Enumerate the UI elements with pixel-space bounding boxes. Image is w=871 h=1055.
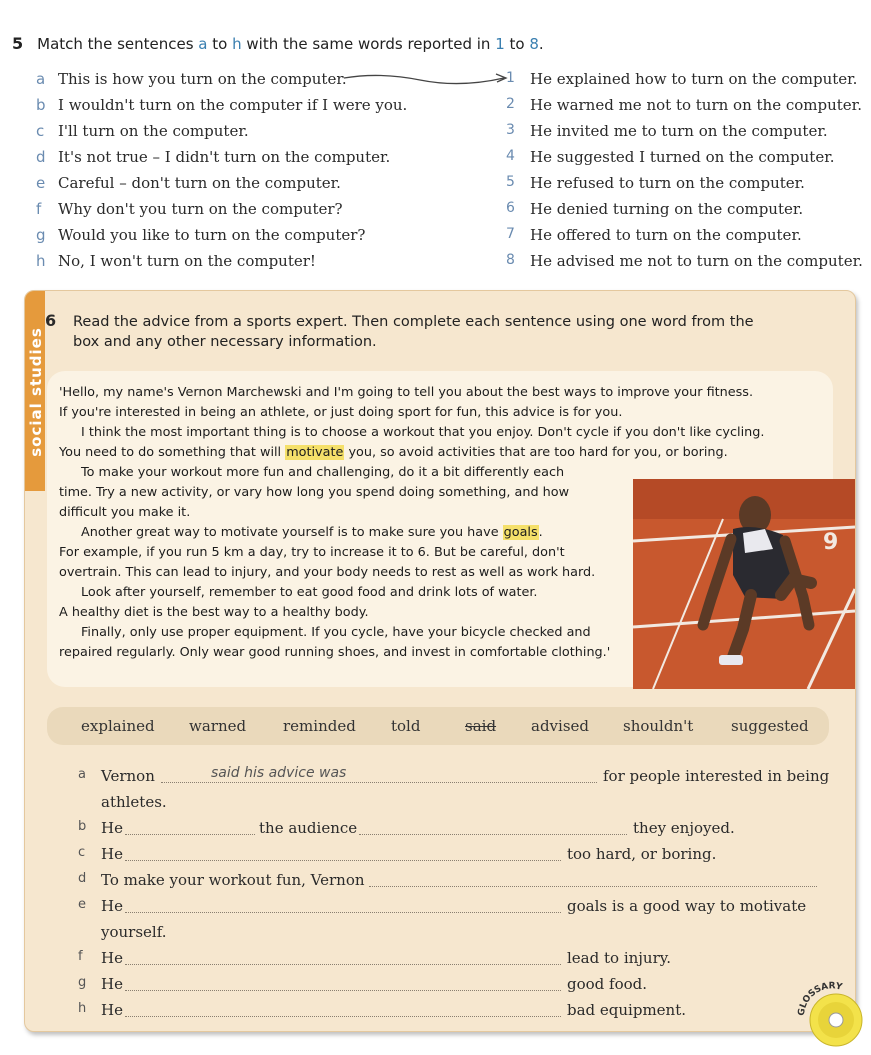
sentence-left: Would you like to turn on the computer? <box>58 226 366 244</box>
word-box <box>47 707 829 745</box>
advice-line: Another great way to motivate yourself is to make sure you have goals. <box>81 525 543 540</box>
exercise-6-instruction: Read the advice from a sports expert. Then complete each sentence using one word from the box and any other necessary information. <box>73 314 754 350</box>
answer-blank[interactable] <box>125 1016 561 1017</box>
match-row: f Why don't you turn on the computer? 6 He denied turning on the computer. <box>36 200 804 218</box>
advice-line: I think the most important thing is to choose a workout that you enjoy. Don't cycle if you don't like cycling. <box>81 425 765 440</box>
word-box-item-struck: said <box>465 717 497 735</box>
answer-blank[interactable] <box>359 834 627 835</box>
word-box-item: suggested <box>731 717 809 735</box>
match-row: e Careful – don't turn on the computer. 5 He refused to turn on the computer. <box>36 174 805 192</box>
answer-item-c: c He too hard, or boring. <box>78 845 717 863</box>
sentence-right: He advised me not to turn on the computer. <box>530 252 863 270</box>
match-row: b I wouldn't turn on the computer if I were you. 2 He warned me not to turn on the computer. <box>36 96 862 114</box>
advice-line: A healthy diet is the best way to a healthy body. <box>59 605 369 620</box>
advice-line: repaired regularly. Only wear good running shoes, and invest in comfortable clothing.' <box>59 645 611 660</box>
answer-item-d: d To make your workout fun, Vernon <box>25 871 855 893</box>
advice-line: 'Hello, my name's Vernon Marchewski and I'm going to tell you about the best ways to improve your fitness. <box>59 385 754 400</box>
highlighted-word: goals <box>503 525 538 540</box>
answer-blank[interactable] <box>161 782 597 783</box>
word-box-item: warned <box>189 717 247 735</box>
handwritten-answer: said his advice was <box>211 765 347 781</box>
sentence-right: He warned me not to turn on the computer. <box>530 96 862 114</box>
highlighted-word: motivate <box>286 445 344 460</box>
answer-continuation: yourself. <box>101 923 167 941</box>
word-box-item: told <box>391 717 421 735</box>
sentence-right: He explained how to turn on the computer. <box>530 70 858 88</box>
advice-line: time. Try a new activity, or vary how long you spend doing something, and how <box>59 485 570 500</box>
answer-blank[interactable] <box>125 990 561 991</box>
sentence-right: He suggested I turned on the computer. <box>530 148 835 166</box>
sentence-left: Careful – don't turn on the computer. <box>58 174 341 192</box>
sentence-left: No, I won't turn on the computer! <box>58 252 316 270</box>
advice-line: Finally, only use proper equipment. If you cycle, have your bicycle checked and <box>81 625 591 640</box>
word-box-item: shouldn't <box>623 717 694 735</box>
exercise-6-box <box>24 290 856 1032</box>
sentence-right: He offered to turn on the computer. <box>530 226 802 244</box>
answer-blank[interactable] <box>125 860 561 861</box>
side-label: social studies <box>27 327 45 457</box>
sentence-left: I'll turn on the computer. <box>58 122 249 140</box>
answer-blank[interactable] <box>125 912 561 913</box>
sentence-right: He invited me to turn on the computer. <box>530 122 828 140</box>
sentence-left: It's not true – I didn't turn on the computer. <box>58 148 391 166</box>
answer-item-h: h He bad equipment. <box>78 1001 687 1019</box>
answer-blank[interactable] <box>125 834 255 835</box>
match-row: d It's not true – I didn't turn on the computer. 4 He suggested I turned on the computer. <box>36 148 835 166</box>
svg-text:9: 9 <box>823 530 839 555</box>
match-row: g Would you like to turn on the computer? 7 He offered to turn on the computer. <box>36 226 802 244</box>
word-box-item: reminded <box>283 717 356 735</box>
answer-item-g: g He good food. <box>78 975 648 993</box>
answer-item-f: f He lead to injury. <box>78 949 672 967</box>
word-box-item: explained <box>81 717 155 735</box>
match-row: c I'll turn on the computer. 3 He invited me to turn on the computer. <box>36 122 828 140</box>
advice-line: overtrain. This can lead to injury, and your body needs to rest as well as work hard. <box>59 565 596 580</box>
answer-blank[interactable] <box>369 886 817 887</box>
match-line <box>340 70 510 100</box>
sentence-right: He denied turning on the computer. <box>530 200 804 218</box>
answer-item-a: a Vernon said his advice was for people interested in being <box>78 765 830 785</box>
sentence-right: He refused to turn on the computer. <box>530 174 805 192</box>
sentence-left: This is how you turn on the computer. <box>58 70 347 88</box>
exercise-number: 5 <box>12 34 24 53</box>
sentence-left: I wouldn't turn on the computer if I were you. <box>58 96 408 114</box>
answer-item-e: e He goals is a good way to motivate <box>78 897 807 915</box>
side-tab <box>25 291 45 491</box>
athlete-photo <box>633 479 855 689</box>
word-box-item: advised <box>531 717 589 735</box>
answer-item-b: b He the audience they enjoyed. <box>78 819 735 837</box>
answer-continuation: athletes. <box>101 793 167 811</box>
match-row: a This is how you turn on the computer. 1 He explained how to turn on the computer. <box>36 70 858 88</box>
advice-line: difficult you make it. <box>59 505 191 520</box>
glossary-cd-icon[interactable] <box>794 972 866 1048</box>
exercise-number: 6 <box>45 311 57 330</box>
advice-line: You need to do something that will motivate you, so avoid activities that are too hard for you, or boring. <box>59 445 728 460</box>
match-row: h No, I won't turn on the computer! 8 He advised me not to turn on the computer. <box>36 252 863 270</box>
sentence-left: Why don't you turn on the computer? <box>58 200 343 218</box>
exercise-5-instruction: 5 Match the sentences a to h with the same words reported in 1 to 8. <box>12 34 544 53</box>
svg-text:GLOSSARY: GLOSSARY <box>796 981 844 1017</box>
advice-line: To make your workout more fun and challenging, do it a bit differently each <box>81 465 565 480</box>
answer-blank[interactable] <box>125 964 561 965</box>
advice-line: For example, if you run 5 km a day, try to increase it to 6. But be careful, don't <box>59 545 565 560</box>
advice-line: If you're interested in being an athlete, or just doing sport for fun, this advice is for you. <box>59 405 623 420</box>
advice-line: Look after yourself, remember to eat good food and drink lots of water. <box>81 585 538 600</box>
